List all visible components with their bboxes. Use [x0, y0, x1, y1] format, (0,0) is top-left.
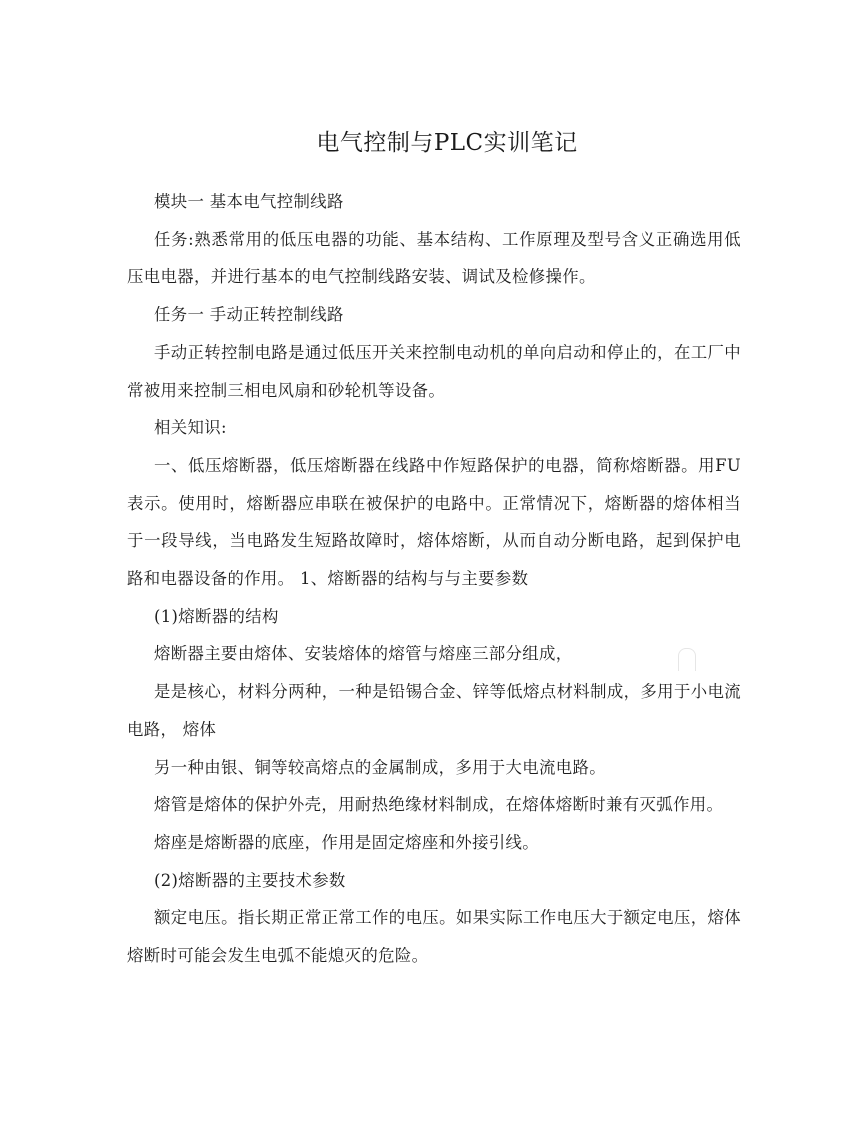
paragraph-rated-voltage: 额定电压。指长期正常正常工作的电压。如果实际工作电压大于额定电压，熔体熔断时可能会发生电弧不能熄灭的危险。	[127, 908, 741, 966]
paragraph-high-melting-metals: 另一种由银、铜等较高熔点的金属制成，多用于大电流电路。	[154, 757, 606, 777]
document-body	[127, 183, 741, 975]
paragraph-fuse-tube: 熔管是熔体的保护外壳，用耐热绝缘材料制成，在熔体熔断时兼有灭弧作用。	[154, 795, 724, 815]
paragraph-manual-forward-control: 手动正转控制电路是通过低压开关来控制电动机的单向启动和停止的，在工厂中常被用来控制三相电风扇和砂轮机等设备。	[127, 342, 741, 400]
heading-module-one: 模块一 基本电气控制线路	[154, 192, 344, 211]
paragraph-fuse-base: 熔座是熔断器的底座，作用是固定熔座和外接引线。	[154, 832, 540, 852]
paragraph-fuse-element-materials: 是是核心，材料分两种，一种是铅锡合金、锌等低熔点材料制成，多用于小电流电路， 熔体	[127, 682, 741, 739]
heading-fuse-structure: (1)熔断器的结构	[154, 606, 279, 626]
document-title: 电气控制与PLC实训笔记	[316, 130, 578, 156]
heading-related-knowledge: 相关知识:	[154, 418, 227, 438]
heading-fuse-parameters: (2)熔断器的主要技术参数	[154, 870, 346, 890]
paragraph-low-voltage-fuse: 一、低压熔断器，低压熔断器在线路中作短路保护的电器，简称熔断器。用FU表示。使用时，熔断器应串联在被保护的电路中。正常情况下，熔断器的熔体相当于一段导线，当电路发生短路故障时，熔体熔断，从而自动分断电路，起到保护电路和电器设备的作用。 1、熔断器的结构与与主要参数	[127, 455, 741, 589]
paragraph-task-description: 任务:熟悉常用的低压电器的功能、基本结构、工作原理及型号含义正确选用低压电电器，并进行基本的电气控制线路安装、调试及检修操作。	[127, 229, 741, 287]
paragraph-fuse-components: 熔断器主要由熔体、安装熔体的熔管与熔座三部分组成，	[154, 644, 573, 664]
heading-task-one: 任务一 手动正转控制线路	[154, 305, 344, 325]
